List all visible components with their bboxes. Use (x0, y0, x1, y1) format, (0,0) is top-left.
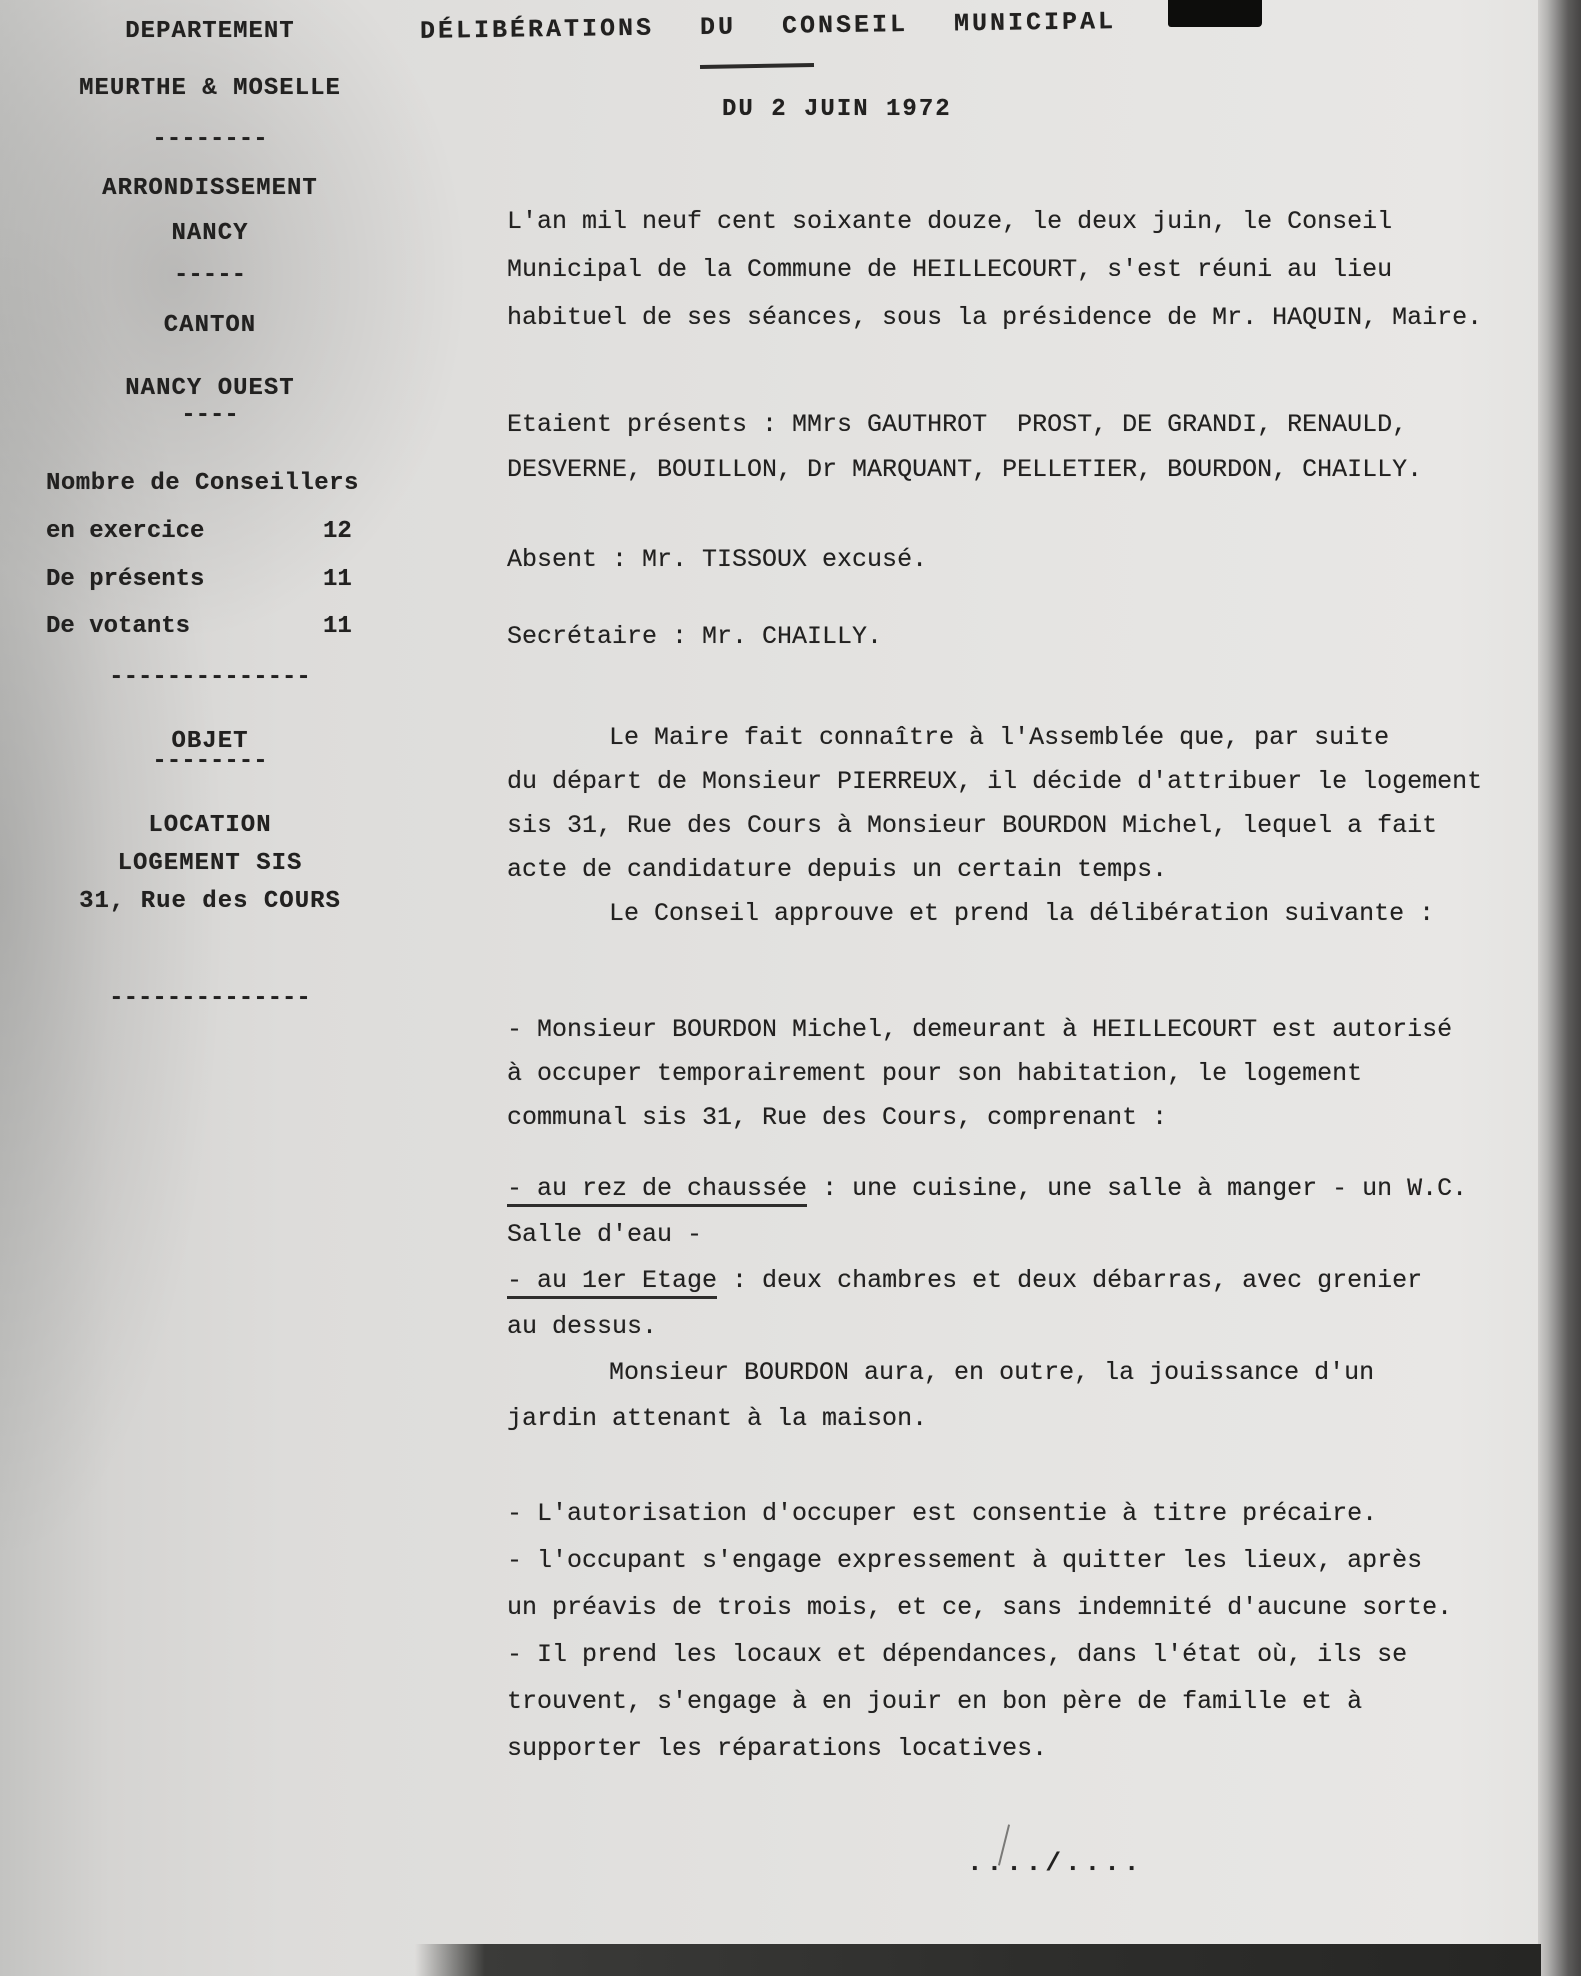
secretary-line (507, 622, 882, 651)
objet-line: 31, Rue des COURS (79, 888, 341, 915)
canton-value: NANCY OUEST (125, 375, 295, 402)
first-floor-detail: : deux chambres et deux débarras, avec grenier (717, 1266, 1423, 1295)
text-line: habituel de ses séances, sous la présidence de Mr. HAQUIN, Maire. (507, 303, 1483, 332)
separator-dashes-long: -------------- (109, 664, 311, 691)
text-line: Secrétaire : Mr. CHAILLY. (507, 622, 883, 651)
scan-artifact-top-right (1168, 0, 1262, 27)
text-line: L'an mil neuf cent soixante douze, le deux juin, le Conseil (507, 207, 1393, 236)
page-continuation-mark (967, 1848, 1143, 1878)
text-line: - Monsieur BOURDON Michel, demeurant à HEILLECOURT est autorisé (507, 1015, 1453, 1044)
ground-floor-heading: - au rez de chaussée (507, 1174, 807, 1207)
authorization-paragraph (507, 1008, 1452, 1140)
title-underline (700, 63, 814, 69)
text-line: jardin attenant à la maison. (507, 1404, 928, 1433)
text-line: Municipal de la Commune de HEILLECOURT, s'est réuni au lieu (507, 255, 1393, 284)
departement-value: MEURTHE & MOSELLE (79, 75, 341, 102)
text-line (507, 1258, 1467, 1304)
text-line: au dessus. (507, 1312, 658, 1341)
counter-label: De présents (46, 566, 205, 593)
document-title: DÉLIBÉRATIONS DU CONSEIL MUNICIPAL (419, 7, 1117, 46)
ground-floor-detail: : une cuisine, une salle à manger - un W.C. (807, 1174, 1468, 1203)
text-line: - Il prend les locaux et dépendances, dans l'état où, ils se (507, 1640, 1408, 1669)
arrondissement-label: ARRONDISSEMENT (102, 175, 318, 202)
counters-title: Nombre de Conseillers (46, 470, 359, 497)
canton-label: CANTON (163, 312, 257, 339)
text-line: du départ de Monsieur PIERREUX, il décide d'attribuer le logement (507, 767, 1483, 796)
separator-dashes-long: -------------- (109, 985, 311, 1012)
text-line: Monsieur BOURDON aura, en outre, la jouissance d'un (609, 1358, 1375, 1387)
session-date: DU 2 JUIN 1972 (722, 96, 952, 123)
premises-description-paragraph (507, 1166, 1467, 1442)
objet-underline-dashes: -------- (152, 748, 268, 775)
counter-label: De votants (46, 613, 191, 640)
opening-paragraph (507, 198, 1482, 342)
text-line: Absent : Mr. TISSOUX excusé. (507, 545, 928, 574)
counter-label: en exercice (46, 518, 205, 545)
mayor-statement-paragraph (507, 716, 1482, 936)
conditions-paragraph (507, 1490, 1452, 1772)
text-line: sis 31, Rue des Cours à Monsieur BOURDON Michel, lequel a fait (507, 811, 1438, 840)
continuation-dots: ..../.... (967, 1848, 1144, 1878)
counter-value: 11 (323, 566, 352, 593)
arrondissement-value: NANCY (171, 220, 249, 247)
absent-line (507, 545, 927, 574)
text-line: Etaient présents : MMrs GAUTHROT PROST, DE GRANDI, RENAULD, (507, 410, 1408, 439)
counter-value: 11 (323, 613, 352, 640)
objet-line: LOGEMENT SIS (117, 850, 303, 877)
scan-paper-edge-right (1538, 0, 1581, 1976)
objet-line: LOCATION (148, 812, 272, 839)
separator-dashes: -------- (152, 126, 268, 153)
text-line: Salle d'eau - (507, 1220, 703, 1249)
text-line: acte de candidature depuis un certain temps. (507, 855, 1168, 884)
text-line: communal sis 31, Rue des Cours, comprenant : (507, 1103, 1168, 1132)
text-line: DESVERNE, BOUILLON, Dr MARQUANT, PELLETIER, BOURDON, CHAILLY. (507, 455, 1423, 484)
text-line: - L'autorisation d'occuper est consentie à titre précaire. (507, 1499, 1378, 1528)
text-line (507, 1166, 1467, 1212)
text-line: trouvent, s'engage à en jouir en bon père de famille et à (507, 1687, 1363, 1716)
objet-label: OBJET (171, 728, 249, 755)
separator-dashes: ----- (173, 262, 246, 289)
scan-shadow-bottom (415, 1944, 1541, 1976)
text-line: Le Maire fait connaître à l'Assemblée que, par suite (609, 723, 1390, 752)
text-line: - l'occupant s'engage expressement à quitter les lieux, après (507, 1546, 1423, 1575)
text-line: un préavis de trois mois, et ce, sans indemnité d'aucune sorte. (507, 1593, 1453, 1622)
counter-value: 12 (323, 518, 352, 545)
text-line: Le Conseil approuve et prend la délibération suivante : (609, 899, 1435, 928)
text-line: supporter les réparations locatives. (507, 1734, 1048, 1763)
present-members-paragraph (507, 402, 1422, 492)
first-floor-heading: - au 1er Etage (507, 1266, 717, 1299)
separator-dashes: ---- (181, 402, 239, 429)
text-line: à occuper temporairement pour son habitation, le logement (507, 1059, 1363, 1088)
departement-label: DEPARTEMENT (125, 18, 295, 45)
